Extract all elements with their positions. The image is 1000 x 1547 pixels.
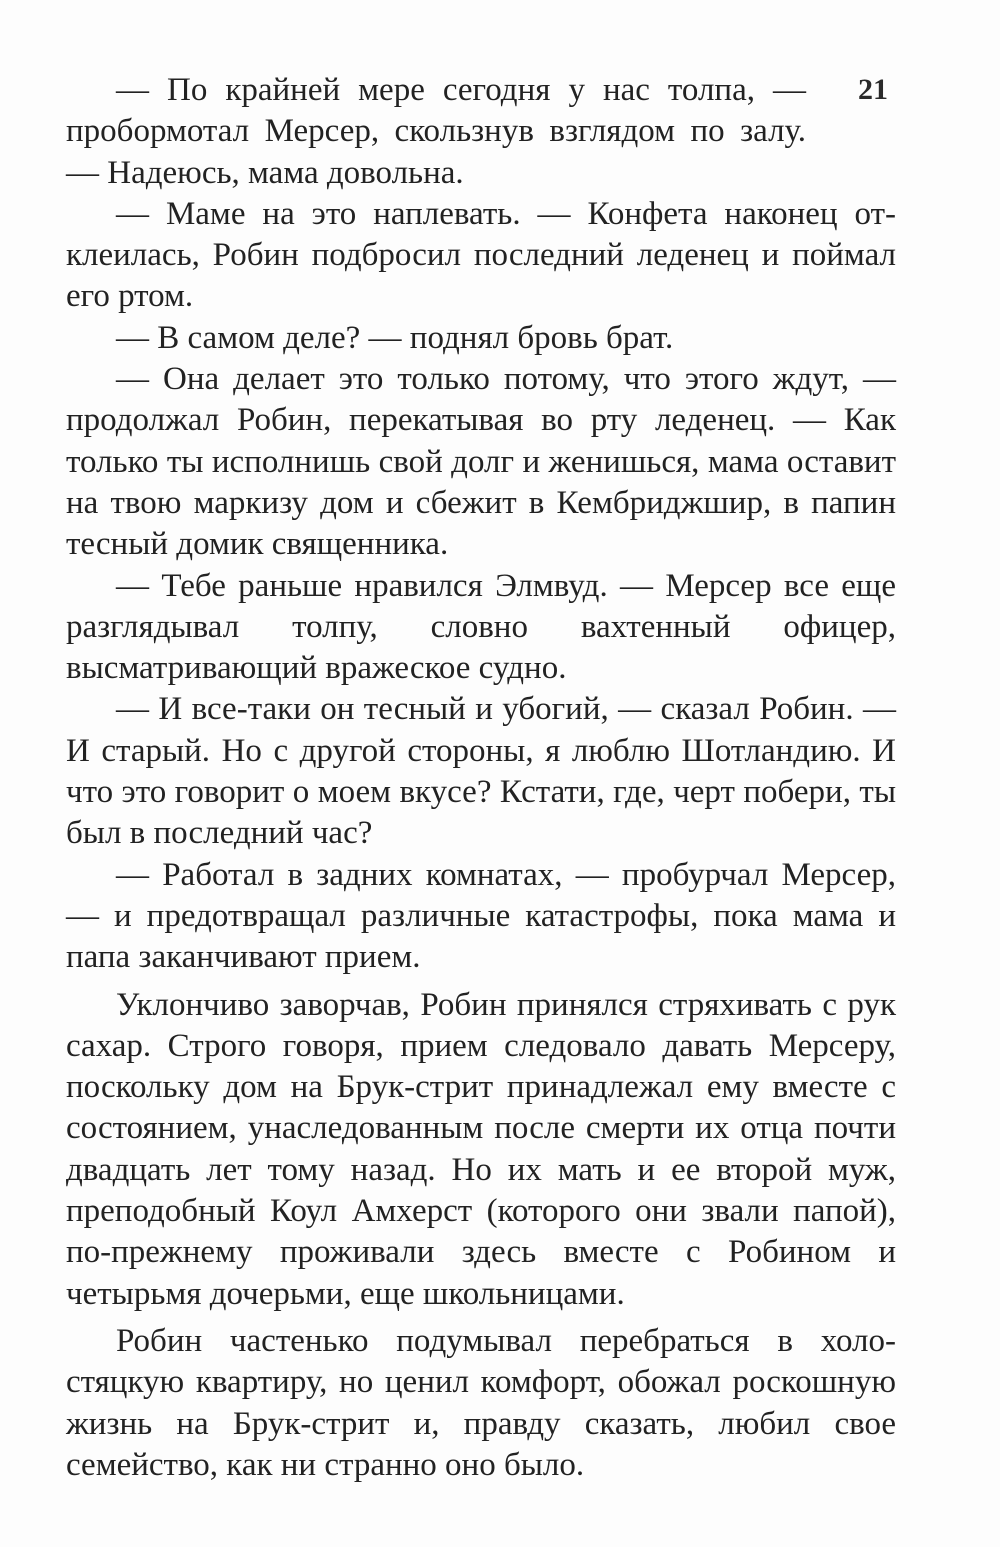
paragraph: — И все-таки он тесный и убогий, — сказал Робин. — И старый. Но с другой стороны, я люблю Шотландию. И что это говорит о моем вкусе? Кстати, где, черт побери, ты был в последний час? bbox=[66, 691, 896, 852]
page-number: 21 bbox=[858, 73, 888, 106]
paragraph: — Маме на это наплевать. — Конфета наконец отклеилась, Робин подбросил последний леденец и поймал его ртом. bbox=[66, 195, 896, 315]
paragraph: — Работал в задних комнатах, — пробурчал Мерсер, — и предотвращал различные катастрофы, пока мама и папа заканчивают прием. bbox=[66, 856, 896, 976]
page-body-text bbox=[66, 70, 896, 1486]
paragraph: — Она делает это только потому, что этого ждут, — продолжал Робин, перекатывая во рту леденец. — Как только ты исполнишь свой долг и женишься, мама оставит на твою маркизу дом и сбежит в Кембриджшир, в папин тесный домик священника. bbox=[66, 361, 896, 563]
paragraph: — Тебе раньше нравился Элмвуд. — Мерсер все еще разглядывал толпу, словно вахтенный офицер, высматривающий вражеское судно. bbox=[66, 567, 896, 687]
paragraph: Уклончиво заворчав, Робин принялся стряхивать с рук сахар. Строго говоря, прием следовало давать Мерсеру, поскольку дом на Брук-стрит принадлежал ему вместе с состоянием, унаследованным после смерти их отца почти двадцать лет тому назад. Но их мать и ее второй муж, преподобный Коул Амхерст (которого они звали папой), по-прежнему проживали здесь вместе с Робином и четырьмя дочерьми, еще школьницами. bbox=[66, 986, 896, 1312]
paragraph: — По крайней мере сегодня у нас толпа, — пробормотал Мерсер, скользнув взглядом по залу. — Надеюсь, мама довольна. bbox=[66, 72, 806, 191]
paragraph: Робин частенько подумывал перебраться в холостяцкую квартиру, но ценил комфорт, обожал роскошную жизнь на Брук-стрит и, правду сказать, любил свое семейство, как ни странно оно было. bbox=[66, 1322, 896, 1483]
paragraph: — В самом деле? — поднял бровь брат. bbox=[116, 319, 674, 356]
